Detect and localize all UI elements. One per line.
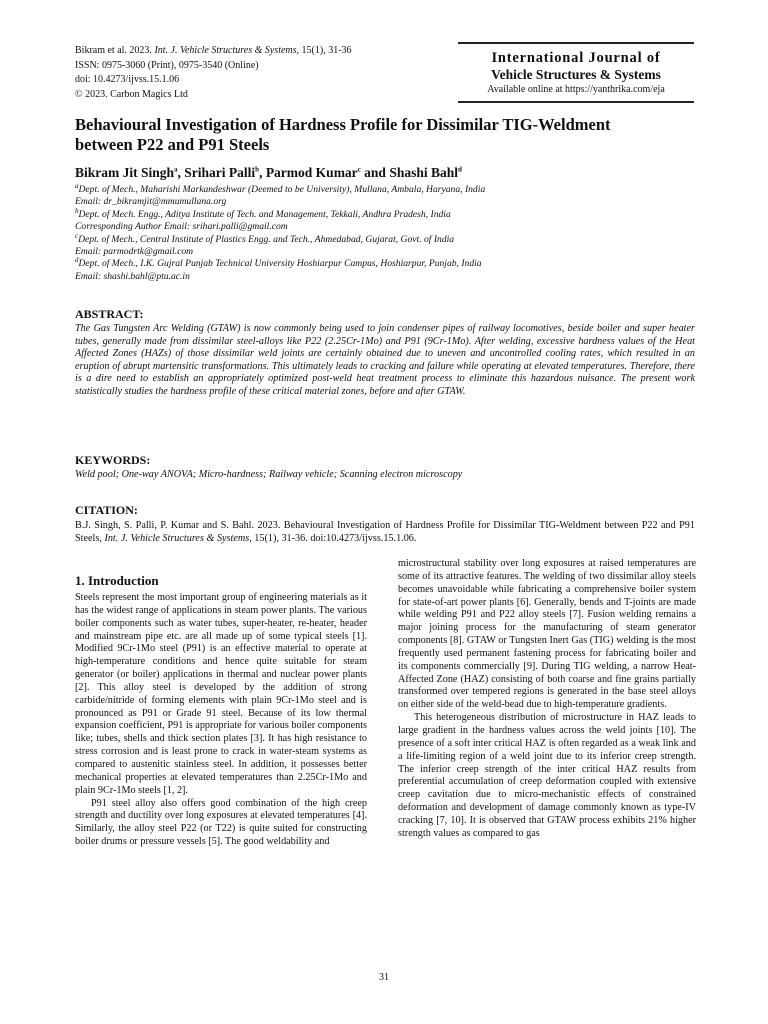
affiliation-text: Corresponding Author Email: srihari.palli@gmail.com — [75, 221, 288, 233]
affiliation-text: Dept. of Mech., Central Institute of Plastics Engg. and Tech., Ahmedabad, Gujarat, Govt. of India — [78, 233, 455, 245]
author-affiliation-mark: a — [174, 165, 178, 174]
affiliation-line — [75, 246, 695, 258]
affiliation-text: Email: parmodrtk@gmail.com — [75, 246, 194, 258]
affiliation-line — [75, 271, 695, 283]
author-name: Parmod Kumar — [265, 165, 358, 180]
affiliation-line — [75, 221, 695, 233]
author-separator: and — [360, 165, 390, 180]
affiliation-list — [75, 181, 695, 283]
affiliation-line — [75, 181, 695, 196]
affiliation-text: Dept. of Mech. Engg., Aditya Institute of Tech. and Management, Tekkali, Andhra Pradesh, India — [78, 208, 451, 220]
author-separator: , — [259, 165, 266, 180]
affiliation-line — [75, 206, 695, 221]
header-copyright: © 2023. Carbon Magics Ltd — [75, 88, 188, 100]
journal-name-line1: International Journal of — [491, 50, 661, 66]
author-separator: , — [177, 165, 185, 180]
author-name: Bikram Jit Singh — [75, 165, 175, 180]
header-issn: ISSN: 0975-3060 (Print), 0975-3540 (Online) — [75, 59, 259, 71]
paragraph: microstructural stability over long exposures at raised temperatures are some of its attractive features. The welding of two dissimilar alloy steels becomes unavoidable while fabricating a comprehensive boiler system for state-of-art power plants [6]. Generally, bends and T-joints are made while welding P91 and P22 alloy steels [7]. Fusion welding remains a major joining process for the manufacturing of steam generator components [8]. GTAW or Tungsten Inert Gas (TIG) welding is the most frequently used permanent fastening process for fabricating boiler and its components commercially [9]. During TIG welding, a narrow Heat-Affected Zone (HAZ) consisting of both coarse and fine grains partially transformed over tempered regions is generated in the base steel alloys on either side of the weld-bead due to high-temperature gradients. — [398, 558, 696, 711]
header-citation-authors: Bikram et al. 2023. — [75, 45, 152, 56]
affiliation-line — [75, 258, 695, 270]
author-affiliation-mark: d — [458, 165, 462, 174]
affiliation-mark: d — [75, 256, 79, 265]
affiliation-text: Email: shashi.bahl@ptu.ac.in — [75, 270, 190, 282]
citation-doi: 15(1), 31-36. doi:10.4273/ijvss.15.1.06. — [254, 533, 417, 544]
journal-banner — [458, 42, 694, 103]
abstract-heading: ABSTRACT: — [75, 307, 144, 321]
affiliation-text: Dept. of Mech., I.K. Gujral Punjab Technical University Hoshiarpur Campus, Hoshiarpur, Punjab, India — [78, 258, 482, 270]
paragraph: Steels represent the most important group of engineering materials as it has the widest range of applications in steam power plants. The various boiler components such as water tubes, super-heater, re-heater, header and mainstream pipe etc. are all made up of some typical steels [1]. Modified 9Cr-1Mo steel (P91) is an effective material to operate at high-temperature conditions and hence quite suitable for steam generator (or boiler) applications in thermal and nuclear power plants [2]. This alloy steel is developed by the addition of strong carbide/nitride of forming elements with plain 9Cr-1Mo steel and is pronounced as P91 or Grade 91 steel. Because of its low thermal expansion coefficient, P91 is appropriate for various boiler components like; tubes, shells and thick section plates [3]. It has high resistance to stress corrosion and is least prone to crack in water-steam systems as compared to austenitic stainless steel. In addition, it possesses better mechanical properties at elevated temperatures than 2.25Cr-1Mo and plain 9Cr-1Mo steels [1, 2]. — [75, 592, 367, 796]
paragraph: P91 steel alloy also offers good combination of the high creep strength and ductility over long exposures at elevated temperatures [4]. Similarly, the alloy steel P22 (or T22) is quite suited for constructing boiler drums or pressure vessels [5]. The good weldability and — [75, 797, 367, 848]
page-number: 31 — [379, 972, 389, 983]
header-citation — [75, 44, 435, 59]
citation-heading: CITATION: — [75, 503, 138, 517]
author-affiliation-mark: c — [357, 165, 361, 174]
author-name: Srihari Palli — [184, 165, 256, 180]
author-list — [75, 165, 695, 181]
citation-text — [75, 519, 695, 545]
header-doi: doi: 10.4273/ijvss.15.1.06 — [75, 74, 180, 86]
header-citation-volume: 15(1), 31-36 — [301, 45, 352, 56]
author-name: Shashi Bahl — [389, 165, 458, 180]
header-info — [75, 44, 435, 102]
introduction-heading: 1. Introduction — [75, 573, 159, 588]
paper-title — [75, 115, 695, 155]
body-column-right — [398, 558, 696, 841]
keywords-heading: KEYWORDS: — [75, 453, 151, 467]
citation-reference: B.J. Singh, S. Palli, P. Kumar and S. Bahl. 2023. Behavioural Investigation of Hardness Profile for Dissimilar TIG-Weldment between P22 and P91 Steels, — [75, 520, 695, 544]
paper-title-line2: between P22 and P91 Steels — [75, 135, 270, 154]
affiliation-text: Dept. of Mech., Maharishi Markandeshwar (Deemed to be University), Mullana, Ambala, Haryana, India — [78, 184, 486, 195]
paper-title-line1: Behavioural Investigation of Hardness Profile for Dissimilar TIG-Weldment — [75, 115, 611, 134]
affiliation-mark: a — [75, 181, 79, 190]
journal-name-line2: Vehicle Structures & Systems — [491, 67, 661, 82]
journal-availability: Available online at https://yanthrika.com/eja — [487, 84, 665, 95]
affiliation-text: Email: dr_bikramjit@mmumullana.org — [75, 196, 227, 208]
body-column-left — [75, 592, 367, 849]
affiliation-mark: c — [75, 231, 79, 240]
paragraph: This heterogeneous distribution of microstructure in HAZ leads to large gradient in the hardness values across the weld joints [10]. The presence of a soft inter critical HAZ is often regarded as a weak link and a life-limiting region of a weld joint due to its inferior creep strength. The inferior creep strength of the inter critical HAZ results from preferential accumulation of creep deformation coupled with extensive creep cavitation due to micro-mechanistic effects of constrained deformation and development of damage commonly known as type-IV cracking [7, 10]. It is observed that GTAW process exhibits 21% higher strength values as compared to gas — [398, 712, 696, 839]
citation-journal: Int. J. Vehicle Structures & Systems, — [104, 533, 252, 544]
affiliation-line — [75, 196, 695, 208]
author-affiliation-mark: b — [255, 165, 260, 174]
abstract-text: The Gas Tungsten Arc Welding (GTAW) is now commonly being used to join condenser pipes of railway locomotives, beside boiler and super heater tubes, generally made from dissimilar steel-alloys like P22 (2.25Cr-1Mo) and P91 (9Cr-1Mo). After welding, excessive hardness values of the Heat Affected Zones (HAZs) of those dissimilar weld joints are certainly obtained due to uneven and uncontrolled cooling rates, which resulted in an eruption of abrupt martensitic transformations. This ultimately leads to cracking and failure while operating at elevated temperatures. Therefore, there is a dire need to establish an appropriately optimized post-weld heat treatment process to eliminate this hazardous nuisance. The present work statistically studies the hardness profile of these critical material zones, before and after GTAW. — [75, 323, 695, 397]
affiliation-mark: b — [75, 206, 79, 215]
affiliation-line — [75, 231, 695, 246]
header-citation-journal: Int. J. Vehicle Structures & Systems, — [154, 45, 300, 56]
keywords-text: Weld pool; One-way ANOVA; Micro-hardness; Railway vehicle; Scanning electron microscopy — [75, 469, 463, 480]
